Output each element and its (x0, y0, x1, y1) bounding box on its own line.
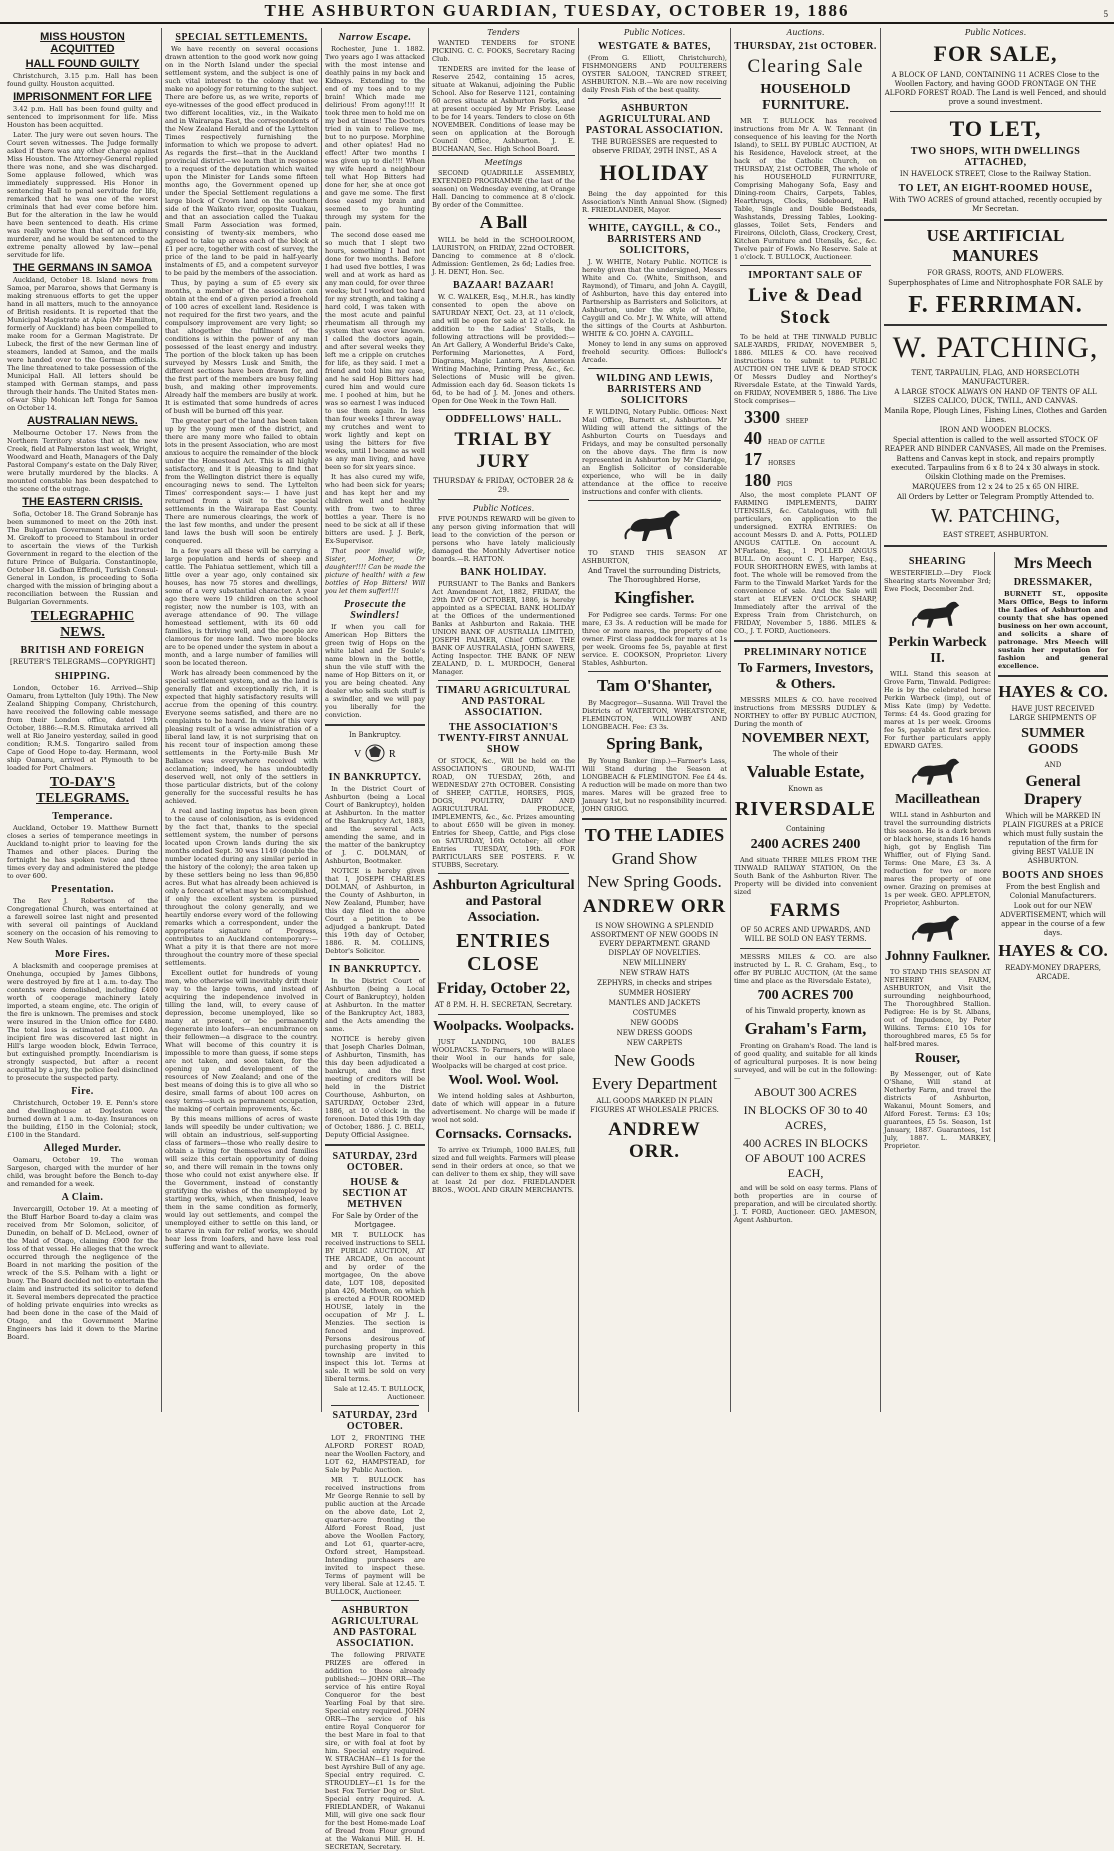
headline-hayes-2: HAYES & CO. (998, 941, 1108, 960)
editorial-p7: Excellent outlet for hundreds of young men, who otherwise will inevitably drift their way to the large towns, and instead of acquiring the independence involved in tilling the land, will, to every cause of depression, become unemployed, like so many at present, or be permanently degenerate into loafers—an encumbrance on their fellowmen—a disgrace to the country. What will become of this country it is impossible to more than guess, if some steps are not taken, and soon taken, for the opening up and development of the resources of New Zealand; and one of the best means of doing this is to give all who so desire, small farms of about 100 acres on easy terms—such as permanent occupation, the making of certain improvements, &c. (165, 969, 318, 1113)
notice-wilding: F. WILDING, Notary Public. Offices: Next Mail Office, Burnett st., Ashburton. Mr Wilding will attend the sittings of the Ashburton Courts on Tuesdays and Fridays, and may be consulted personally on the above days. The firm is now represented in Ashburton by Mr Claridge, an English Solicitor of considerable experience, who will be in daily attendance at the office to receive instructions and confer with clients. (582, 408, 727, 496)
headline-to-let: TO LET, (949, 116, 1042, 141)
headline-woolpacks: Woolpacks. Woolpacks. (433, 1019, 574, 1034)
column-2 (161, 28, 321, 1412)
column-6 (730, 28, 880, 1412)
article-houston: Christchurch, 3.15 p.m. Hall has been found guilty. Houston acquitted. (7, 72, 158, 88)
notice-holiday: Being the day appointed for this Association's Ninth Annual Show. (Signed) R. FRIEDLANDER, Mayor. (582, 190, 727, 214)
date-saturday-2: SATURDAY, 23rd OCTOBER. (332, 1410, 418, 1432)
notice-kingfisher: For Pedigree see cards. Terms: For one mare, £3 3s. A reduction will be made for three or more mares, the property of one owner. First class paddock for mares at 1s per week. Grooms fee 5s, payable at first service. E. COOKSON, Proprietor. Livery Stables, Ashburton. (582, 611, 727, 667)
subhead-british: BRITISH AND FOREIGN (20, 645, 145, 656)
subhead-fire2: Fire. (71, 1086, 94, 1097)
notice-meech: BURNETT ST., opposite Mars Office, Begs to inform the Ladies of Ashburton and county that she has opened business on her own account, and solicits a share of patronage. Mrs Meech will sustain her reputation for fashion and general excellence. (998, 590, 1108, 670)
column-4 (428, 28, 578, 1412)
headline-bank-holiday: BANK HOLIDAY. (460, 567, 547, 578)
newspaper-title: THE ASHBURTON GUARDIAN, TUESDAY, OCTOBER 19, 1886 (264, 1, 850, 20)
headline-oddfellows: ODDFELLOWS' HALL. (445, 414, 562, 425)
notice-marked: ALL GOODS MARKED IN PLAIN FIGURES AT WHOLESALE PRICES. (590, 1097, 719, 1114)
notice-johnny: TO STAND THIS SEASON AT NETHERBY FARM, ASHBURTON, and Visit the surrounding neighbourhood, The Thoroughbred Stallion. Pedigree: He is by St. Albans, out of Impudence, by Peter Wilkins. Terms: £10 10s for thoroughbred mares, £5 5s for half-bred mares. (884, 968, 991, 1048)
headline-houston: MISS HOUSTON ACQUITTED (40, 31, 125, 55)
headline-eastern: THE EASTERN CRISIS. (22, 496, 143, 508)
headline-australian: AUSTRALIAN NEWS. (27, 415, 138, 427)
article-eastern: Sofia, October 18. The Grand Sobranje has been summoned to meet on the 20th inst. The Bulgarian Government has instructed M. Grekoff to proceed to Stamboul in order to ascertain the views of the Turkish Government in regard to the election of the future Prince of Bulgaria. Constantinople, October 18. Gadban Effendi, Turkish Consul-General in London, is proceeding to Sofia charged with the mission of bringing about a reconciliation between the Russian and Bulgarian Governments. (7, 510, 158, 606)
headline-telegraphic: TELEGRAPHIC NEWS. (30, 609, 135, 640)
notice-quadrille: SECOND QUADRILLE ASSEMBLY, EXTENDED PROGRAMME (the last of the season) on Wednesday evening, at Orange Hall. Dancing to commence at 8 o'clock. By order of the Committee. (432, 169, 575, 209)
headline-rouser: Rouser, (915, 1051, 960, 1066)
notice-ready: READY-MONEY DRAPERS, ARCADE. (1004, 964, 1102, 981)
headline-700-acres: 700 ACRES 700 (757, 988, 854, 1003)
notice-manures: FOR GRASS, ROOTS, AND FLOWERS. (927, 269, 1064, 277)
headline-white-caygill: WHITE, CAYGILL, & CO., BARRISTERS AND SOLICITORS, (588, 223, 721, 256)
notice-stand: TO STAND THIS SEASON AT ASHBURTON, (582, 549, 727, 565)
headline-ash-agric: Ashburton Agricultural and Pastoral Association. (432, 878, 575, 925)
headline-every-dept: Every Department (591, 1074, 718, 1093)
headline-spring-goods: New Spring Goods. (587, 872, 722, 891)
stock-desc: HEAD OF CATTLE (768, 439, 825, 446)
notice-travel: And Travel the surrounding Districts, The Thoroughbred Horse, (587, 567, 722, 584)
subhead-shipping: SHIPPING. (54, 671, 111, 682)
section-public-notices-2: Public Notices. (623, 28, 686, 37)
subhead-fires: More Fires. (54, 949, 111, 960)
tender-stone: WANTED TENDERS for STONE PICKING. C. C. FOOKS, Secretary Racing Club. (432, 39, 575, 63)
headline-westgate: WESTGATE & BATES, (598, 41, 711, 52)
notice-macilleathean: WILL stand in Ashburton and travel the surrounding districts this season. He is a dark brown or black horse, stands 16 hands high, got by English Tim Whiffler, out of Flying Sand. Terms: One Mare, £3 3s. A reduction for two or more mares the property of one owner. Grazing on premises at 1s per week. GEO. APPLETON, Proprietor, Ashburton. (884, 811, 991, 907)
headline-boots: BOOTS AND SHOES (1002, 870, 1104, 881)
house-sale-time: Sale at 12.45. T. BULLOCK, Auctioneer. (333, 1385, 425, 1401)
subhead-claim: A Claim. (61, 1192, 104, 1203)
headline-twenty-first: THE ASSOCIATION'S TWENTY-FIRST ANNUAL SHOW (438, 722, 569, 755)
headline-house-methven: HOUSE & SECTION AT METHVEN (342, 1177, 408, 1210)
headline-tam: Tam O'Shanter, (597, 676, 712, 695)
editorial-p2: Thus, by paying a sum of £5 every six months, a member of the association can obtain at the end of a given period a freehold of 100 acres of excellent land. Residence is not required for the first two years, and the compulsory improvement are very light; so that altogether the fulfilment of the conditions is within the power of any man possessed of the least energy and industry. The portion of the block taken up has been surveyed by Messrs Lusk and Smith, the different sections have been drawn for, and the first part of the members are busy felling bush, and making other improvements. Already half the members are busily at work. It is estimated that some hundreds of acres of bush will be burned off this year. (165, 279, 318, 415)
article-presentation: The Rev J. Robertson of the Congregational Church, was entertained at a farewell soiree last night and presented with several oil paintings of Auckland scenery on the occasion of his removing to New South Wales. (7, 897, 158, 945)
royal-crest (325, 742, 425, 768)
article-imprisonment: 3.42 p.m. Hall has been found guilty and sentenced to imprisonment for life. Miss Houston has been acquitted. (7, 105, 158, 129)
date-thursday: THURSDAY, 21st OCTOBER. (734, 41, 877, 52)
section-public-notices: Public Notices. (472, 504, 535, 513)
svg-text:R: R (389, 749, 396, 760)
notice-household: MR T. BULLOCK has received instructions from Mr A. W. Tennant (in consequence of his leaving for the North Island), to SELL BY PUBLIC AUCTION, At his Residence, Havelock street, at the back of the Catholic Church, on THURSDAY, 21st OCTOBER, The whole of his HOUSEHOLD FURNITURE, Comprising Mahogany Sofa, Easy and Dining-room Chairs, Carpets, Tables, Hearthrugs, Clocks, Sideboard, Hall Table, Single and Double Bedsteads, Washstands, Dressing Tables, Looking-glasses, Toilet Sets, Fenders and Fireirons, Oilcloth, Glass, Crockery, Crest, Kitchen Furniture and Utensils, &c., &c. Twelve pair of Fowls. No Reserve. Sale at 1 o'clock. T. BULLOCK, Auctioneer. (734, 117, 877, 261)
notice-marked-plain: Which will be MARKED IN PLAIN FIGURES at a PRICE which must fully sustain the reputation of the firm for giving BEST VALUE IN ASHBURTON. (1002, 812, 1104, 865)
notice-perkin: WILL Stand this season at Grove Farm, Tinwald. Pedigree: He is by the celebrated horse Perkin Warbeck (imp), out of Miss Kate (imp) by Vedette. Terms: £4 4s. Good grazing for mares at 1s per week. Grooms fee 5s, payable at first service. For further particulars apply EDWARD GATES. (884, 670, 991, 750)
horse-icon (620, 505, 690, 545)
stock-number: 180 (744, 470, 771, 490)
headline-400-acres: 400 ACRES IN BLOCKS OF ABOUT 100 ACRES EACH, (742, 1136, 869, 1180)
notice-grahams: Fronting on Graham's Road. The land is of good quality, and suitable for all kinds of agricultural purposes. It is now being surveyed, and will be cut in the following:— (734, 1042, 877, 1082)
headline-live-dead: Live & Dead Stock (748, 285, 863, 328)
notice-graham: MESSRS MILES & CO. are also instructed by L. R. C. Graham, Esq., to offer BY PUBLIC AUCTION, (At the same time and place as the Riversdale Estate), (734, 953, 877, 985)
headline-clearing: Clearing Sale (747, 56, 864, 77)
notice-special: Special attention is called to the well assorted STOCK OF REAPER AND BINDER CANVASES, All made on the Premises. (884, 436, 1107, 453)
headline-two-shops: TWO SHOPS, WITH DWELLINGS ATTACHED, (910, 146, 1081, 168)
column-5 (578, 28, 730, 1412)
house-details: MR T. BULLOCK has received instructions to SELL BY PUBLIC AUCTION, AT THE ARCADE, On account and by order of the mortgagee, On the above date, LOT 108, deposited plan 426, Methven, on which is erected a FOUR ROOMED HOUSE, lately in the occupation of Mr J. L. Menzies. The section is fenced and improved. Persons desirous of purchasing property in this township are invited to inspect this lot. Terms at sale. It will be sold on very liberal terms. (325, 1231, 425, 1383)
headline-summer: SUMMER GOODS (1021, 726, 1085, 757)
section-bankruptcy: In Bankruptcy. (349, 731, 401, 739)
assoc-prizes: The following PRIVATE PRIZES are offered in addition to those already published:— JOHN ORR—The service of his entire Royal Conqueror for the best Yearling Foal by that sire. Special entry required. JOHN ORR—The service of his entire Royal Conqueror for the best Mare in foal to that sire, or with foal at foot by him. Special entry required. W. STRACHAN—£1 1s for the best Ayrshire Bull of any age. Special entry required. C. STROUDLEY—£1 1s for the best Fox Terrier Dog or Slut. Special entry required. A. FRIEDLANDER, of Wakanui Mill, will give one sack flour for the best Home-made Loaf of Bread from Flour ground at the Wakanui Mill. H. H. SECRETAN, Secretary. (325, 1651, 425, 1851)
section-meetings: Meetings (432, 155, 575, 167)
headline-for-sale: FOR SALE, (933, 41, 1058, 66)
headline-imprisonment: IMPRISONMENT FOR LIFE (13, 91, 152, 103)
headline-bazaar: BAZAAR! BAZAAR! (452, 280, 555, 291)
notice-acres: And situate THREE MILES FROM THE TINWALD RAILWAY STATION, On the South Bank of the Ashburton River. The Property will be divided into convenient sized (734, 856, 877, 896)
headline-todays: TO-DAY'S TELEGRAMS. (36, 775, 129, 806)
notice-spring-bank: By Young Banker (imp.)—Farmer's Lass, Will Stand during the Season at LONGBEACH & FLEMINGTON. Fee £4 4s. A reduction will be made on more than two mares. Mares will be grazed free to January 1st, but no responsibility incurred. JOHN GRIGG. (582, 757, 727, 813)
headline-grahams-farm: Graham's Farm, (744, 1019, 867, 1038)
notice-boots: From the best English and Colonial Manufacturers. (1005, 883, 1101, 900)
headline-hayes: HAYES & CO. (998, 682, 1108, 701)
lot-2-title: LOT 2, FRONTING THE ALFORD FOREST ROAD, near the Woollen Factory, and LOT 62, HAMPSTEAD, for Sale by Public Auction. (325, 1434, 425, 1474)
headline-in-bankruptcy: IN BANKRUPTCY. (328, 772, 422, 783)
headline-hall: HALL FOUND GUILTY (25, 58, 140, 70)
stock-desc: HORSES (768, 460, 796, 467)
left-subcolumn (884, 552, 994, 1150)
list-item: NEW MILLINERY (622, 959, 687, 967)
stock-row (744, 449, 877, 470)
article-shipping: London, October 16. Arrived—Ship Oamaru, from Lyttelton (July 19th). The New Zealand Shipping Company, Christchurch, have received the following cable message from their London office, dated 19th October, 1886:—R.M.S. Rimutaka arrived all well at Rio Janeiro yesterday, sailed in good condition; R.M.S. Tongariro sailed from Cape of Good Hope to-day. Hermann, wool ship Oamaru, arrived at Plymouth to be loaded for Port Chalmers. (7, 684, 158, 772)
headline-preliminary: PRELIMINARY NOTICE (743, 647, 867, 658)
headline-andrew-orr-2: ANDREW ORR. (608, 1119, 701, 1162)
ad-escape-3: It has also cured my wife, who had been sick for years; and has kept her and my children well and healthy with from two to three bottles a year. There is no need to be sick at all if these bitters are used. J. J. Berk, Ex-Supervisor. (325, 473, 425, 545)
editorial-p8: By this means millions of acres of waste lands will speedily be under cultivation; we will obtain an industrious, self-supporting class of farmers—those who really desire to obtain a living for themselves and families will seize this certain opportunity of doing so, and there will remain in the towns only those who could not exist anywhere else. If the Government, instead of constantly gratifying the wishes of the unemployed by starting works, which, when finished, leave them in the same condition as formerly, would lay out settlements, and compel the unemployed either to settle on this land, or to starve in vain for relief works, we should hear less from loafers, and have less real suffering and want to alleviate. (165, 1115, 318, 1251)
list-item: NEW GOODS (630, 1019, 679, 1027)
horse-icon (908, 754, 968, 788)
stock-number: 17 (744, 449, 762, 469)
notice-marquees: MARQUEES from 12 x 24 to 25 x 65 ON HIRE. (911, 483, 1080, 491)
notice-known: Known as (788, 785, 823, 793)
article-temperance: Auckland, October 19. Matthew Burnett closes a series of temperance meetings in Auckland to-night prior to leaving for the Thames and other places. During the fortnight he has spoken twice and three times every day and administered the pledge to over 600. (7, 824, 159, 880)
editorial-p6: A real and lasting impetus has been given to the cause of colonisation, as is evidenced by the fact that, thanks to the special settlement system, the number of persons located upon Crown lands during the six months ended Sept. 30 was 1149 (double the number located during any similar period in the history of the colony); the area taken up by these settlers being no less than 96,850 acres. But what has already been achieved is only a forecast of what may be accomplished, if only the excellent system is pursued throughout the colony generally, and we heartily endorse every word of the following remarks which a correspondent, under the appropriate signature of Progress, contributes to an Auckland contemporary:— What a pity it is that there are not more throughout the country more of these special settlements. (165, 807, 318, 967)
headline-blocks: IN BLOCKS OF 30 to 40 ACRES, (743, 1103, 868, 1132)
editorial-p4: In a few years all these will be carrying a large population and herds of sheep and cattle. The Pahiatua settlement, which till a little over a year ago, only contained six houses, has now 75 stores and dwellings, some of a very substantial character. A year ago there were 19 children on the school register, now the number is 103, with an average attendance of 90. The village homestead settlement, with its 60 odd families, is thriving well, and the people are clamorous for more land. Two more blocks are to be opened under the system in about a month, and a large number of families will soon be located thereon. (165, 547, 318, 667)
lot-2-details: MR T. BULLOCK has received instructions from Mr George Rennie to sell by public auction at the Arcade on the above date, Lot 2, quarter-acre fronting the Alford Forest Road, just above the Woollen Factory, and Lot 61, quarter-acre, Oxford street, Hampstead. Intending purchasers are invited to inspect these. Terms of payment will be very liberal. Sale at 12.45. T. BULLOCK, Auctioneer. (325, 1476, 425, 1596)
headline-valuable: Valuable Estate, (746, 762, 865, 781)
stock-desc: SHEEP (786, 418, 809, 425)
masthead (0, 0, 1114, 24)
notice-money: Money to lend in any sums on approved freehold security. Offices: Bullock's Arcade. (582, 340, 727, 364)
headline-eight-roomed: TO LET, AN EIGHT-ROOMED HOUSE, (898, 183, 1093, 194)
headline-new-goods: New Goods (614, 1051, 695, 1070)
editorial-p5: Work has already been commenced by the special settlement system, and as the land is generally flat and exceptionally rich, it is expected that highly satisfactory results will accrue from the opening of this country. Everyone seems satisfied, and there are no complaints to be heard. In view of this very pleasing result of a wise administration of a liberal land law, it is not surprising that on his recent tour of inspection among these settlements in the Forty-mile Bush Mr Ballance was everywhere received with acclamation; indeed, he has undoubtedly deserved well, not only of the settlers in those particular districts, but of the colony generally for the successful results he has achieved. (165, 669, 318, 805)
notice-ball: WILL be held in the SCHOOLROOM, LAURISTON, on FRIDAY, 22nd OCTOBER. Dancing to commence at 8 o'clock. Admission: Gentlemen, 2s 6d; Ladies free. J. H. DENT, Hon. Sec. (432, 236, 575, 276)
headline-2400-acres: 2400 ACRES 2400 (750, 837, 861, 852)
ad-escape-4: That poor invalid wife, Sister, Mother, Or daughter!!!! Can be made the picture of health! with a few bottles of Hop Bitters! Will you let them suffer!!!! (325, 547, 426, 595)
article-australian: Melbourne October 17. News from the Northern Territory states that at the new Creek, field at Palmerston last week, Wright, Woodward and Heath, Managers of the Daly Pastoral Company's estate on the Daly River, were brutally murdered by the blacks. A mounted constable has been despatched to the scene of the outrage. (7, 429, 158, 493)
subhead-temperance: Temperance. (52, 811, 113, 822)
notice-reward: FIVE POUNDS REWARD will be given to any person giving information that will lead to the conviction of the person or persons who have lately maliciously damaged the Monthly Advertiser notice boards.—R. HATTON. (432, 515, 575, 563)
date-saturday: SATURDAY, 23rd OCTOBER. (332, 1151, 418, 1173)
section-tenders: Tenders (487, 28, 520, 37)
headline-meech: Mrs Meech (1014, 555, 1092, 572)
list-item: ZEPHYRS, in checks and stripes (597, 979, 712, 987)
headline-ferriman: F. FERRIMAN. (908, 292, 1083, 318)
notice-rouser: By Messenger, out of Kate O'Shane, Will stand at Netherby Farm, and travel the districts of Ashburton, Wakanui, Mount Somers, and Alford Forest. Terms: £3 10s; guarantees, £5 5s. Season, 1st January, 1887. Guarantees, 1st July, 1887. L. MARKEY, Proprietor. (884, 1070, 991, 1150)
notice-bank-holiday: PURSUANT to The Banks and Bankers Act Amendment Act, 1882, FRIDAY, the 29th DAY OF OCTOBER, 1886, is hereby appointed as a SPECIAL BANK HOLIDAY at the Offices of the undermentioned Banks at Ashburton and Rakaia. THE UNION BANK OF AUSTRALIA LIMITED, JOSEPH PALMER, Chief Officer. THE BANK OF AUSTRALASIA, JOHN SAWERS, Acting Inspector. THE BANK OF NEW ZEALAND, D. L. MURDOCH, General Manager. (432, 580, 575, 676)
notice-block: A BLOCK OF LAND, CONTAINING 11 ACRES Close to the Woollen Factory, and having GOOD FRONTAGE ON THE ALFORD FOREST ROAD. The Land is well Fenced, and should prove a sound investment. (884, 71, 1107, 106)
notice-have: HAVE JUST RECEIVED LARGE SHIPMENTS OF (1009, 705, 1097, 722)
headline-riversdale: RIVERSDALE (734, 798, 877, 820)
horse-icon (908, 911, 968, 945)
stock-number: 3300 (744, 407, 780, 427)
headline-holiday: HOLIDAY (599, 160, 710, 185)
stock-row (744, 407, 877, 428)
reuters-note: [REUTER'S TELEGRAMS—COPYRIGHT] (10, 658, 155, 666)
headline-wool: Wool. Wool. Wool. (448, 1073, 559, 1088)
headline-trial: TRIAL BY JURY (454, 429, 553, 472)
notice-shearing: WESTERFIELD.—Dry Flock Shearing starts November 3rd; Ewe Flock, December 2nd. (884, 569, 991, 593)
headline-grand-show: Grand Show (611, 849, 698, 868)
subhead-presentation: Presentation. (51, 884, 114, 895)
notice-plant: Also, the most complete PLANT OF FARMING IMPLEMENTS, DAIRY UTENSILS, &c. Catalogues, with full particulars, on application to the undersigned. EXTRA ENTRIES: On account Messrs D. and A. Potts, POLLED ANGUS CATTLE. On account A. M'Farlane, Esq., 1 POLLED ANGUS BULL. On account C. J. Harper, Esq., FOUR SHORTHORN EWES, with lambs at foot. The whole will be removed from the Farm to the Tinwald Market Yards for the convenience of sale. And the Sale will start at ELEVEN O'CLOCK SHARP, Immediately after the arrival of the Express Train from Christchurch, on FRIDAY, November 5, 1886. MILES & CO., J. T. FORD, Auctioneers. (734, 491, 877, 635)
page-number: 5 (1103, 9, 1108, 19)
headline-general: General Drapery (1024, 773, 1082, 808)
notice-700: of his Tinwald property, known as (745, 1007, 866, 1015)
headline-germans: THE GERMANS IN SAMOA (12, 262, 153, 274)
editorial-p1: We have recently on several occasions drawn attention to the good work now going on in the North Island under the special settlement system, and the subject is one of such vital interest to the colony that we make no apology for returning to the subject. There are before us, as we write, reports of eye-witnesses of the good effect produced in two different localities, viz., in the Waikato and in Wairarapa East, the correspondents of the New Zealand Herald and of the Lyttelton Times respectively furnishing the information to which we propose to advert. As regards the first—that in the Auckland provincial district—we learn that in response to a request of the deputation which waited upon the Minister for Lands some fifteen months ago, the Government opened up under the Special Settlement regulations a large block of Crown land on the southern side of the Waikato river, opposite Tuakau, and that an association called the Tuakau Small Farm Association was formed, consisting of twenty-six members, who agreed to take up areas each of the block at £1 per acre, together with cost of survey, the price of the land to be paid in half-yearly instalments of £5, and a competent surveyor to be paid by the members of the association. (165, 45, 318, 277)
headline-ball: A Ball (479, 212, 528, 232)
headline-ladies: TO THE LADIES (584, 825, 725, 845)
headline-dressmaker: DRESSMAKER, (1013, 577, 1093, 588)
notice-bank-1: In the District Court of Ashburton (being a Local Court of Bankruptcy), holden at Ashburton. In the matter of the Bankruptcy Act, 1883, and the several Acts amending the same, and in the matter of the bankruptcy of J. C. DOLMAN, of Ashburton, Bootmaker. (325, 785, 425, 865)
notice-white-caygill: J. W. WHITE, Notary Public. NOTICE is hereby given that the undersigned, Messrs White and Co. (White, Smithson, and Raymond), of Timaru, and John A. Caygill, of Ashburton, have this day entered into Partnership as Barristers and Solicitors, at Ashburton, under the style of White, Caygill and Co. Mr J. W. White, will attend the sittings of the Courts at Ashburton. WHITE & CO. JOHN A. CAYGILL. (582, 258, 727, 338)
notice-burgesses: THE BURGESSES are requested to observe FRIDAY, 29TH INST., AS A (591, 138, 718, 155)
horse-icon (908, 597, 968, 631)
list-item: NEW STRAW HATS (619, 969, 690, 977)
right-subcolumn (994, 552, 1108, 1142)
article-murder: Oamaru, October 19. The woman Sargeson, charged with the murder of her child, was brought before the Bench to-day and remanded for a week. (7, 1156, 158, 1188)
subhead-murder: Alleged Murder. (43, 1143, 122, 1154)
notice-wool: We intend holding sales at Ashburton, date of which will appear in a future advertisement. No charge will be made if wool not sold. (432, 1092, 575, 1124)
notice-show: Of STOCK, &c., Will be held on the ASSOCIATION'S GROUND, WAI-ITI ROAD, ON TUESDAY, 26th, and WEDNESDAY 27th OCTOBER. Consisting of SHEEP, CATTLE, HORSES, PIGS, DOGS, POULTRY, DAIRY AND AGRICULTURAL PRODUCE, IMPLEMENTS, &c., &c. Prizes amounting to about £650 will be given in money. Entries for Sheep, Cattle, and Pigs close on SATURDAY, 16th October; all other Entries TUESDAY, 19th. FOR PARTICULARS SEE POSTERS. F. W. STUBBS, Secretary. (432, 757, 575, 869)
notice-westgate: (From G. Elliott, Christchurch), FISHMONGERS AND POULTERERS OYSTER SALOON, TANCRED STREET, ASHBURTON. N.B.—We are now receiving daily Fresh Fish of the best quality. (582, 54, 727, 94)
headline-macilleathean: Macilleathean (895, 792, 980, 807)
notice-orr: IS NOW SHOWING A SPLENDID ASSORTMENT OF NEW GOODS IN EVERY DEPARTMENT. GRAND DISPLAY OF NOVELTIES. (590, 922, 719, 957)
headline-wilding: WILDING AND LEWIS, BARRISTERS AND SOLICITORS (595, 373, 714, 406)
notice-batten: Battens and Canvas kept in stock, and repairs promptly executed. Tarpaulins from 6 x 8 to 24 x 30 always in stock. Oilskin Clothing made on the Premises. (891, 455, 1100, 481)
notice-orders: All Orders by Letter or Telegram Promptly Attended to. (896, 493, 1094, 501)
column-7 (880, 28, 1110, 1412)
headline-cornsacks: Cornsacks. Cornsacks. (435, 1127, 572, 1142)
notice-cornsacks: To arrive ex Triumph, 1000 BALES, full sized and full weights. Farmers will please send in their orders at once, so that we can deliver to them ex ship, they will save at least 2d per doz. FRIEDLANDER BROS., WOOL AND GRAIN MERCHANTS. (432, 1146, 575, 1194)
notice-manila: Manila Rope, Plough Lines, Fishing Lines, Clothes and Garden Lines. (884, 407, 1107, 424)
headline-farmers: To Farmers, Investors, & Others. (737, 661, 874, 692)
headline-andrew-orr: ANDREW ORR (582, 896, 727, 917)
headline-entries: ENTRIES CLOSE (456, 930, 551, 975)
editorial-p3: The greater part of the land has been taken up by the young men of the district, and there are many more who failed to obtain lots in the present Association, who are most anxious to acquire the remainder of the block under the Homestead Act. This is all highly satisfactory, and it is pleasing to find that from the Wellington district there is equally encouraging news to send. The Lyttelton Times' correspondent says:— I have just returned from a visit to the special settlements in the Wairarapa East County. There are numerous clearings, the work of the last few months, and under the present land laws the bush will soon be entirely conquered. (165, 417, 319, 545)
notice-tent: TENT, TARPAULIN, FLAG, AND HORSECLOTH MANUFACTURER. (911, 369, 1080, 386)
notice-400: and will be sold on easy terms. Plans of both properties are in course of preparation, and will be circulated shortly. J. T. FORD, Auctioneer. GEO. JAMESON, Agent Ashburton. (734, 1184, 877, 1224)
headline-special: SPECIAL SETTLEMENTS. (175, 32, 308, 43)
section-public-notices-3: Public Notices. (964, 28, 1027, 37)
section-auctions: Auctions. (786, 28, 825, 37)
notice-containing: Containing (785, 825, 826, 833)
list-item: NEW CARPETS (626, 1039, 683, 1047)
ad-escape-1: Rochester, June 1. 1882. Two years ago I was attacked with the most intense and deathly pains in my back and Kidneys. Extending to the end of my toes and to my brain! Which made me delirious! From agony!!!! It took three men to hold me on my bed at times! The Doctors tried in vain to relieve me, but to no purpose. Morphine and other opiates! Had no effect! After two months I was given up to die!!!! When my wife heard a neighbour tell what Hop Bitters had done for her, she at once got and gave me some. The first dose eased my brain and seemed to go hunting through my system for the pain. (325, 45, 425, 229)
notice-woolpacks: JUST LANDING, 100 BALES WOOLPACKS. To Farmers, who will place their Wool in our hands for sale, Woolpacks will be charged at cost price. (432, 1038, 575, 1070)
headline-november: NOVEMBER NEXT, (741, 731, 870, 746)
headline-timaru: TIMARU AGRICULTURAL AND PASTORAL ASSOCIATION. (436, 685, 571, 718)
headline-spring-bank: Spring Bank, (606, 734, 703, 753)
headline-in-bankruptcy-2: IN BANKRUPTCY. (328, 964, 422, 975)
list-item: NEW DRESS GOODS (616, 1029, 693, 1037)
stock-number: 40 (744, 428, 762, 448)
bottom-section (884, 552, 1108, 1150)
headline-escape: Narrow Escape. (338, 32, 412, 43)
headline-household: HOUSEHOLD FURNITURE. (760, 82, 851, 113)
notice-super: Superphosphates of Lime and Nitrophosphate FOR SALE by (888, 279, 1103, 287)
columns (4, 28, 1110, 1851)
notice-tam: By Macgregor—Susanna. Will Travel the Districts of WATERTON, WHEATSTONE, FLEMINGTON, WILLOWBY AND LONGBEACH. Fee: £3 3s. (582, 699, 727, 731)
notice-whole: The whole of their (773, 750, 838, 758)
notice-farmers: MESSRS MILES & CO. have received instructions from MESSRS DUDLEY & NORTHEY to offer BY PUBLIC AUCTION, During the month of (734, 696, 877, 728)
headline-300-acres: ABOUT 300 ACRES (753, 1085, 858, 1099)
notice-bazaar: W. C. WALKER, Esq., M.H.R., has kindly consented to open the above on SATURDAY NEXT, Oct. 23, at 11 o'clock, and will be open for sale at 12 o'clock. In addition to the Ladies' Stalls, the following attractions will be provided:— An Art Gallery, A Wonderful Bride's Cake, Performing Marionettes, A Ford, Diagrams, Magic Lantern, An American Writing Machine, Printing Press, &c., &c. Selections of Music will be given. Admission each day 6d. Season tickets 1s 6d, to be had of J. M. Jones and others. Open for One Week in the Town Hall. (432, 293, 575, 405)
notice-look: Look out for our NEW ADVERTISEMENT, which will appear in the course of a few days. (1000, 902, 1106, 937)
headline-farms: FARMS (769, 900, 842, 921)
notice-havelock: IN HAVELOCK STREET, Close to the Railway Station. (899, 170, 1092, 178)
notice-east: EAST STREET, ASHBURTON. (942, 531, 1049, 539)
notice-bank-3: In the District Court of Ashburton (being a Local Court of Bankruptcy), holden at Ashburton. In the matter of the Bankruptcy Act, 1883, and the Acts amending the same. (325, 977, 425, 1033)
ad-swindlers: If when you call for American Hop Bitters the green twig of Hops on the white label and Dr Soule's name blown in the bottle, shun the vile stuff with the name of Hop Bitters on it, or you are being cheated. Any dealer who sells such stuff is a swindler, and we will pay you liberally for the conviction. (325, 623, 425, 719)
tender-lease: TENDERS are invited for the lease of Reserve 2542, containing 15 acres, situate at Wakanui, adjoining the Public School. Also for Reserve 1121, containing 60 acres situate at Ashburton Forks, and at present occupied by Mr Frisby. Lease to be for 14 years. Tenders to close on 6th NOVEMBER. Conditions of lease may be seen on application at the Borough Council Office, Ashburton. J. E. BUCHANAN, Sec. High School Board. (432, 65, 575, 153)
stock-row (744, 470, 877, 491)
stock-row (744, 428, 877, 449)
article-fires: A blacksmith and cooperage premises at Onehunga, occupied by James Gibbons, were destroyed by fire at 1 a.m. to-day. The contents were demolished, including £400 worth of cooperage machinery lately imported, a steam engine, etc. The origin of the fire is unknown. The premises and stock were insured in the Union office for £480. The total loss is estimated at £1000. An incipient fire was discovered last night in Hill's large wooden block, Edwin Terrace, but extinguished promptly. Incendiarism is strongly suspected, but after a recent acquittal by a jury, the police feel disinclined to prosecute the suspected party. (7, 962, 158, 1082)
trial-dates: THURSDAY & FRIDAY, OCTOBER 28 & 29. (433, 477, 574, 494)
notice-and: AND (1044, 761, 1062, 769)
headline-kingfisher: Kingfisher. (614, 588, 695, 607)
headline-assoc: ASHBURTON AGRICULTURAL AND PASTORAL ASSOCIATION. (331, 1605, 419, 1649)
list-item: COSTUMES (632, 1009, 677, 1017)
article-later: Later. The jury were out seven hours. The Court seven witnesses. The Judge formally asked if there was any other charge against Miss Houston. The Attorney-General replied there was none, and she was discharged. Some applause followed, which was immediately suppressed. His Honor in sentencing Hall to penal servitude for life, remarked that he was one of the worst criminals that had ever come before him. But for the alteration in the law he would have been sentenced to death. His crime was really worse than that of an ordinary murderer, and he would be sentenced to the extreme penalty allowed by law—penal servitude for life. (7, 131, 158, 259)
list-item: SUMMER HOSIERY (618, 989, 691, 997)
headline-swindlers: Prosecute the Swindlers! (343, 599, 407, 621)
notice-farms: OF 50 ACRES AND UPWARDS, AND WILL BE SOLD ON EASY TERMS. (740, 926, 871, 943)
article-germans: Auckland, October 18. Island news from Samoa, per Mararoa, shows that Germany is making strenuous efforts to get the upper hand in all matters, much to the annoyance of British residents. It is reported that the Municipal Magistrate at Apia (Mr Hamilton, formerly of Auckland) has been compelled to make room for a German Magistrate. Dr Lubeck, the first of the new German line of steamers, landed at Samoa, and the mails were handed over to the German officials. The line threatened to take possession of the Municipal Hall. All letters should be stamped with German stamps, and pass through their hands. The United States men-of-war Ship Mohican left Tonga for Samoa on October 14. (7, 276, 158, 412)
crest-icon (352, 742, 398, 764)
svg-text:V: V (354, 749, 362, 760)
stock-list (734, 407, 877, 491)
notice-stock: A LARGE STOCK ALWAYS ON HAND OF TENTS OF ALL SIZES CALICO, DUCK, TWILL, AND CANVAS. (894, 388, 1097, 405)
headline-important: IMPORTANT SALE OF (748, 270, 863, 281)
goods-list (582, 959, 727, 1048)
headline-perkin: Perkin Warbeck II. (888, 635, 987, 666)
notice-bank-2: NOTICE is hereby given that I, JOSEPH CHARLES DOLMAN, of Ashburton, in the County of Ashburton, in New Zealand, Plumber, have this day filed in the above Court a petition to be adjudged a bankrupt. Dated this 19th day of October, 1886. R. M. COLLINS, Debtor's Solicitor. (325, 867, 425, 955)
ad-escape-2: The second dose eased me so much that I slept two hours, something I had not done for two months. Before I had used five bottles, I was well and at work as hard as any man could, for over three weeks; but I worked too hard for my strength, and taking a hard cold, I was taken with the most acute and painful rheumatism all through my system that was ever known. I called the doctors again, and after several weeks they left me a cripple on crutches for life, as they said. I met a friend and told him my case, and he said Hop Bitters had cured him and would cure me. I poohed at him, but he was so earnest I was induced to use them again. In less than four weeks I threw away my crutches and went to work lightly and kept on using the bitters for five weeks, until I became as well as any man living, and have been so for six years since. (325, 231, 425, 471)
column-3 (321, 28, 428, 1851)
notice-live: To be held at THE TINWALD PUBLIC SALE-YARDS, FRIDAY, NOVEMBER 5, 1886. MILES & CO. have received instructions to submit to PUBLIC AUCTION ON THE LIVE & DEAD STOCK Of Messrs Dudley and Northey's Riversdale Estate, at the Tinwald Yards, on FRIDAY, NOVEMBER 5, 1886. The Live Stock comprises— (734, 333, 877, 405)
notice-eight: With TWO ACRES of ground attached, recently occupied by Mr Secretan. (889, 196, 1102, 213)
headline-manures: USE ARTIFICIAL MANURES (926, 226, 1065, 265)
stock-desc: PIGS (777, 481, 793, 488)
house-subtitle: For Sale by Order of the Mortgagee. (331, 1212, 419, 1229)
list-item: MANTLES AND JACKETS (608, 999, 701, 1007)
headline-patching-2: W. PATCHING, (930, 505, 1061, 527)
headline-patching: W. PATCHING, (892, 331, 1099, 364)
notice-bank-4: NOTICE is hereby given that Joseph Charles Dolman, of Ashburton, Tinsmith, has this day been adjudicated a bankrupt, and the first meeting of creditors will be held in the District Courthouse, Ashburton, on SATURDAY, October 23rd, 1886, at 10 o'clock in the forenoon. Dated this 19th day of October, 1886. J. C. BELL, Deputy Official Assignee. (325, 1035, 425, 1139)
article-fire2: Christchurch, October 19. E. Penn's store and dwellinghouse at Doyleston were burned down at 1 a.m. to-day. Insurances on the building, £150 in the Colonial; stock, £100 in the Standard. (7, 1099, 158, 1139)
entries-time: AT 8 P.M. H. H. SECRETAN, Secretary. (434, 1001, 573, 1009)
headline-johnny: Johnny Faulkner. (884, 949, 991, 964)
article-claim: Invercargill, October 19. At a meeting of the Bluff Harbor Board to-day a claim was received from Mr Solomon, solicitor, of Dunedin, on behalf of D. McLeod, owner of the Maid of Otago, claiming £900 for the loss of that vessel. He alleges that the wreck occurred through the negligence of the Board in not marking the position of the wreck of the S.S. Pelham with a light or buoy. The Board decided not to entertain the claim and instructed its solicitor to defend it. Several members deprecated the practice of holding private enquiries into wrecks as had been done in the case of the Maid of Otago, and the Government Marine Engineers has laid it down to the Marine Board. (7, 1205, 158, 1341)
column-1 (4, 28, 161, 1412)
headline-shearing: SHEARING (908, 556, 967, 567)
notice-iron: IRON AND WOODEN BLOCKS. (939, 426, 1052, 434)
headline-entries-date: Friday, October 22, (436, 980, 571, 997)
headline-pastoral: ASHBURTON AGRICULTURAL AND PASTORAL ASSOCIATION. (585, 103, 724, 136)
